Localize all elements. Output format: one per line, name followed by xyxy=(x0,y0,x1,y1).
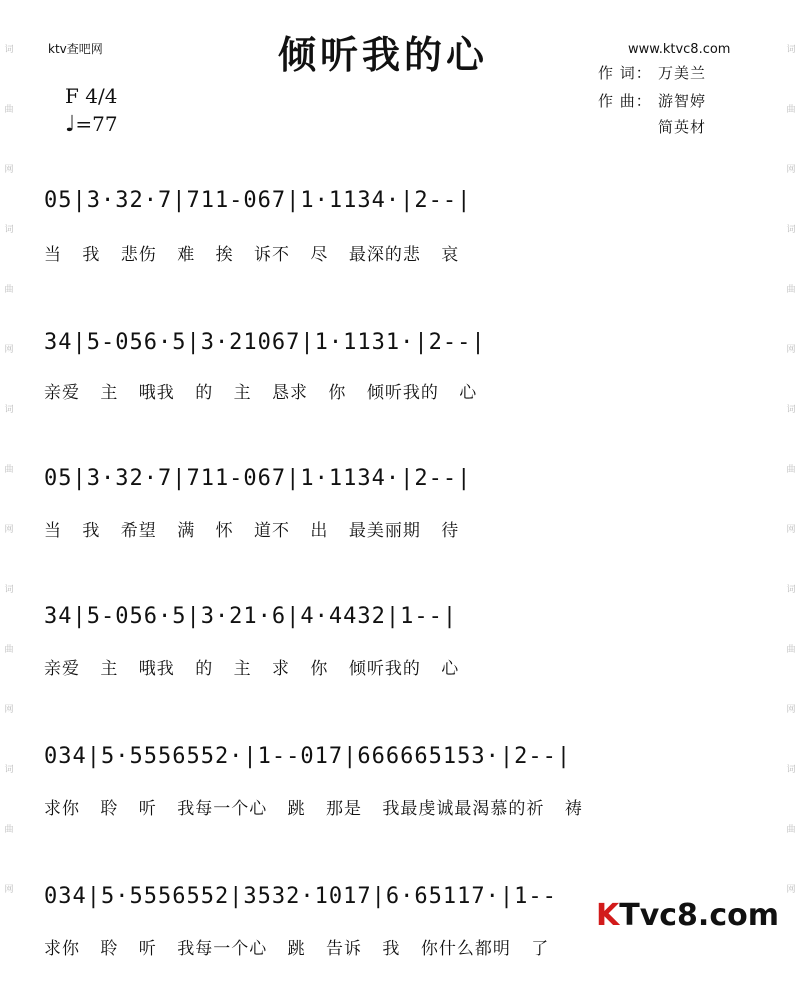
tempo-value: =77 xyxy=(75,112,118,136)
lyrics-line-3: 当 我 希望 满 怀 道不 出 最美丽期 待 xyxy=(44,521,460,541)
composer-label: 作 曲： xyxy=(598,92,652,110)
lyrics-line-2: 亲爱 主 哦我 的 主 恳求 你 倾听我的 心 xyxy=(44,383,478,403)
lyricist-credit xyxy=(598,62,706,83)
site-url: www.ktvc8.com xyxy=(628,42,731,57)
site-label-left: ktv查吧网 xyxy=(48,42,103,56)
notation-line-3: 05|3·32·7|711-067|1·1134·|2--| xyxy=(44,466,472,491)
composer-name-2: 简英材 xyxy=(658,118,707,136)
side-watermark-right: 词曲网词曲网词曲网词曲网词曲网 xyxy=(786,45,796,895)
side-watermark-left: 词曲网词曲网词曲网词曲网词曲网 xyxy=(4,45,14,895)
notation-line-6: 034|5·5556552|3532·1017|6·65117·|1-- xyxy=(44,884,557,909)
notation-line-4: 34|5-056·5|3·21·6|4·4432|1--| xyxy=(44,604,458,629)
lyrics-line-1: 当 我 悲伤 难 挨 诉不 尽 最深的悲 哀 xyxy=(44,245,460,265)
notation-line-5: 034|5·5556552·|1--017|666665153·|2--| xyxy=(44,744,572,769)
key-signature: F 4/4 xyxy=(65,84,118,108)
notation-line-2: 34|5-056·5|3·21067|1·1131·|2--| xyxy=(44,330,486,355)
lyricist-label: 作 词： xyxy=(598,64,652,82)
site-watermark-logo xyxy=(596,898,779,933)
watermark-rest: Tvc8.com xyxy=(619,898,779,933)
quarter-note-icon: ♩ xyxy=(65,112,76,137)
lyrics-line-6: 求你 聆 听 我每一个心 跳 告诉 我 你什么都明 了 xyxy=(44,939,550,959)
tempo-marking xyxy=(65,112,118,137)
notation-line-1: 05|3·32·7|711-067|1·1134·|2--| xyxy=(44,188,472,213)
watermark-k: K xyxy=(596,898,620,933)
composer-credit xyxy=(598,90,706,111)
song-title: 倾听我的心 xyxy=(278,32,489,77)
composer-name-1: 游智婷 xyxy=(658,92,707,110)
lyricist-name: 万美兰 xyxy=(658,64,707,82)
lyrics-line-5: 求你 聆 听 我每一个心 跳 那是 我最虔诚最渴慕的祈 祷 xyxy=(44,799,583,819)
lyrics-line-4: 亲爱 主 哦我 的 主 求 你 倾听我的 心 xyxy=(44,659,460,679)
